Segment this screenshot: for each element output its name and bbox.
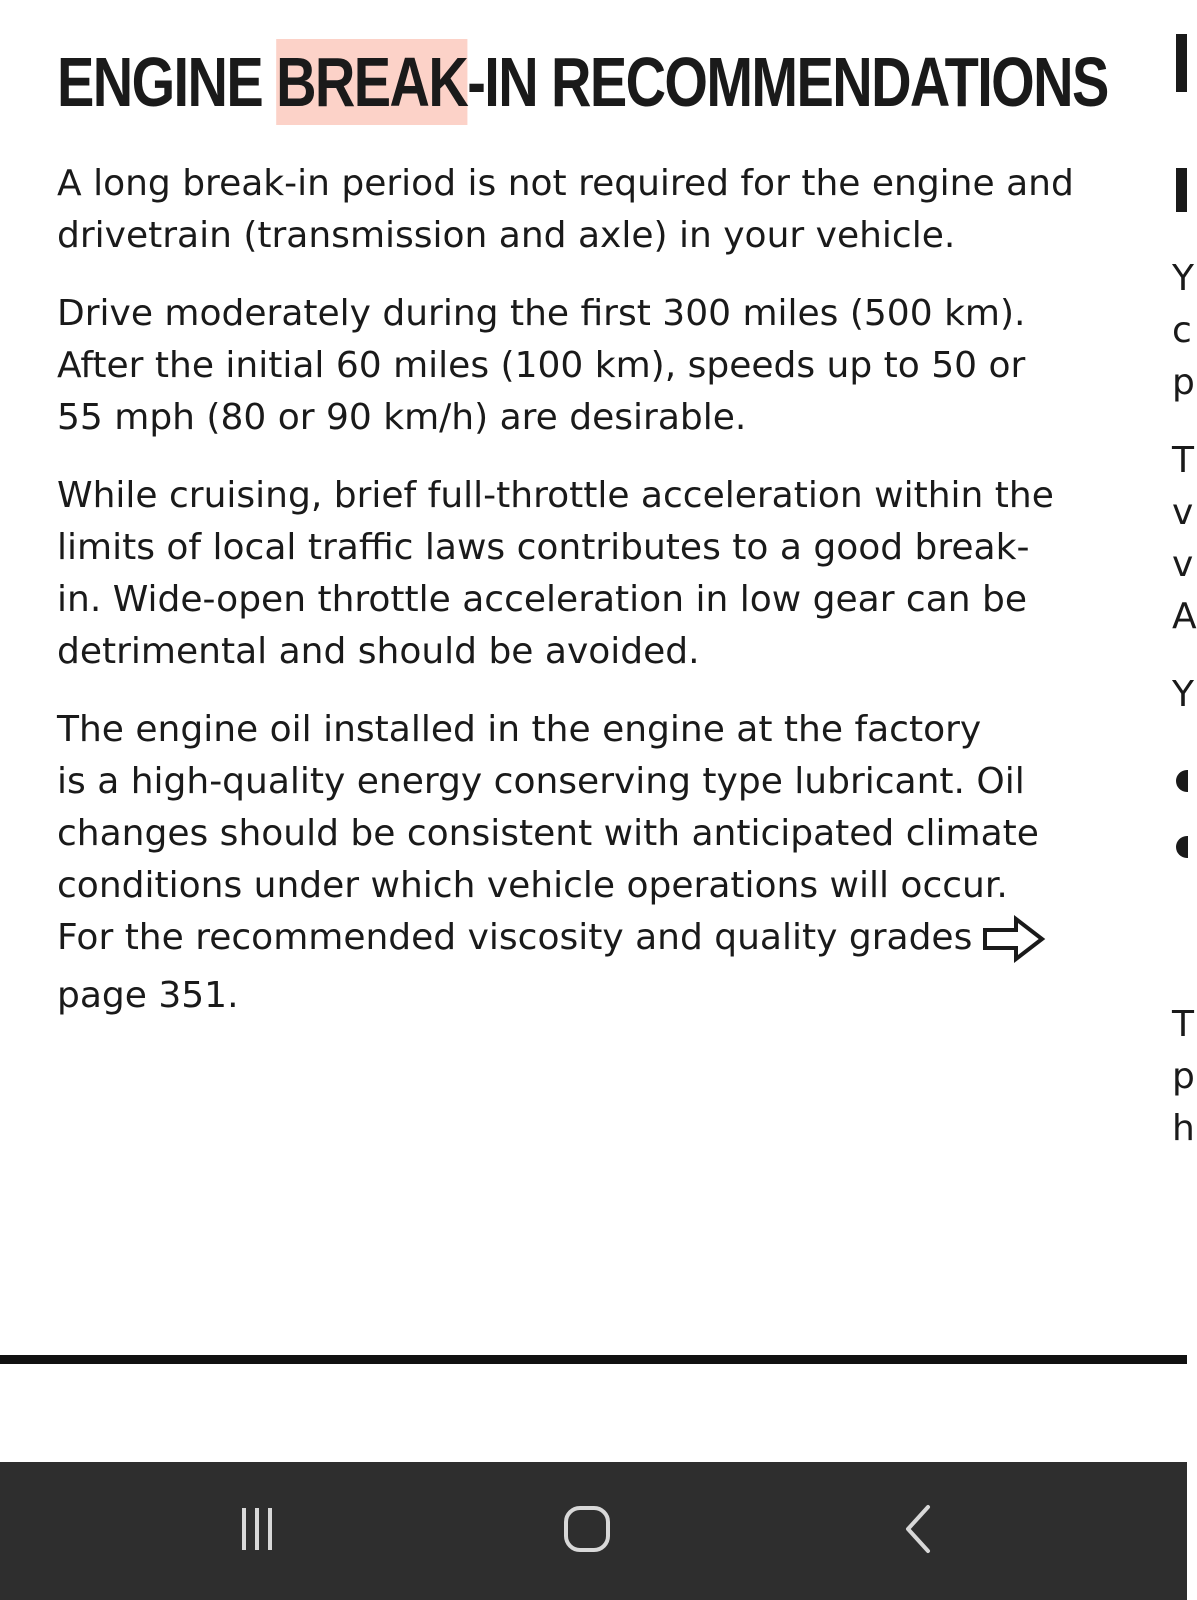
page-reference-link[interactable]: page 351. (57, 975, 239, 1016)
sliver-glyph: h (1172, 1108, 1195, 1149)
text-line: The engine oil installed in the engine at the factory (57, 709, 982, 750)
sliver-glyph: Y (1172, 258, 1194, 299)
text-line: conditions under which vehicle operations will occur. (57, 865, 1008, 906)
paragraph-2 (57, 288, 1097, 444)
sliver-glyph: v (1172, 492, 1194, 533)
text-line: After the initial 60 miles (100 km), speeds up to 50 or (57, 345, 1026, 386)
sliver-glyph: A (1172, 596, 1197, 637)
search-highlight: BREAK (276, 39, 467, 125)
text-line: detrimental and should be avoided. (57, 631, 700, 672)
sliver-glyph: p (1172, 362, 1195, 403)
system-navigation-bar (0, 1462, 1187, 1600)
home-icon (557, 1499, 617, 1563)
title-part-2: -IN RECOMMENDATIONS (467, 43, 1108, 121)
body-text (57, 158, 1097, 1048)
sliver-glyph: c (1172, 310, 1192, 351)
paragraph-3 (57, 470, 1097, 678)
paragraph-4 (57, 704, 1097, 1022)
bullet-icon (1176, 836, 1188, 858)
next-page-heading-fragment (1176, 168, 1187, 212)
text-line: is a high-quality energy conserving type lubricant. Oil (57, 761, 1025, 802)
text-line: in. Wide-open throttle acceleration in low gear can be (57, 579, 1028, 620)
sliver-glyph: v (1172, 544, 1194, 585)
text-line: drivetrain (transmission and axle) in your vehicle. (57, 215, 956, 256)
text-line: 55 mph (80 or 90 km/h) are desirable. (57, 397, 747, 438)
recent-apps-button[interactable] (212, 1486, 302, 1576)
recent-apps-icon (227, 1499, 287, 1563)
text-line: changes should be consistent with anticipated climate (57, 813, 1039, 854)
page-divider (0, 1355, 1187, 1364)
sliver-glyph: T (1172, 1004, 1194, 1045)
arrow-right-outline-icon (982, 915, 1046, 963)
page-title (57, 30, 1108, 134)
text-line: Drive moderately during the first 300 miles (500 km). (57, 293, 1026, 334)
sliver-glyph: p (1172, 1056, 1195, 1097)
bullet-icon (1176, 770, 1188, 792)
paragraph-1 (57, 158, 1097, 262)
back-button[interactable] (875, 1486, 965, 1576)
reference-line (57, 912, 1097, 964)
title-part-1: ENGINE (57, 43, 277, 121)
home-button[interactable] (542, 1486, 632, 1576)
next-page-title-fragment (1176, 34, 1187, 92)
sliver-glyph: T (1172, 440, 1194, 481)
text-line: While cruising, brief full-throttle acceleration within the (57, 475, 1054, 516)
next-page-sliver (1172, 0, 1197, 1360)
sliver-glyph: Y (1172, 674, 1194, 715)
text-line: limits of local traffic laws contributes to a good break- (57, 527, 1030, 568)
page-gap (0, 1364, 1187, 1462)
text-line: A long break-in period is not required for the engine and (57, 163, 1074, 204)
text-line: For the recommended viscosity and quality grades (57, 917, 973, 958)
back-icon (890, 1499, 950, 1563)
